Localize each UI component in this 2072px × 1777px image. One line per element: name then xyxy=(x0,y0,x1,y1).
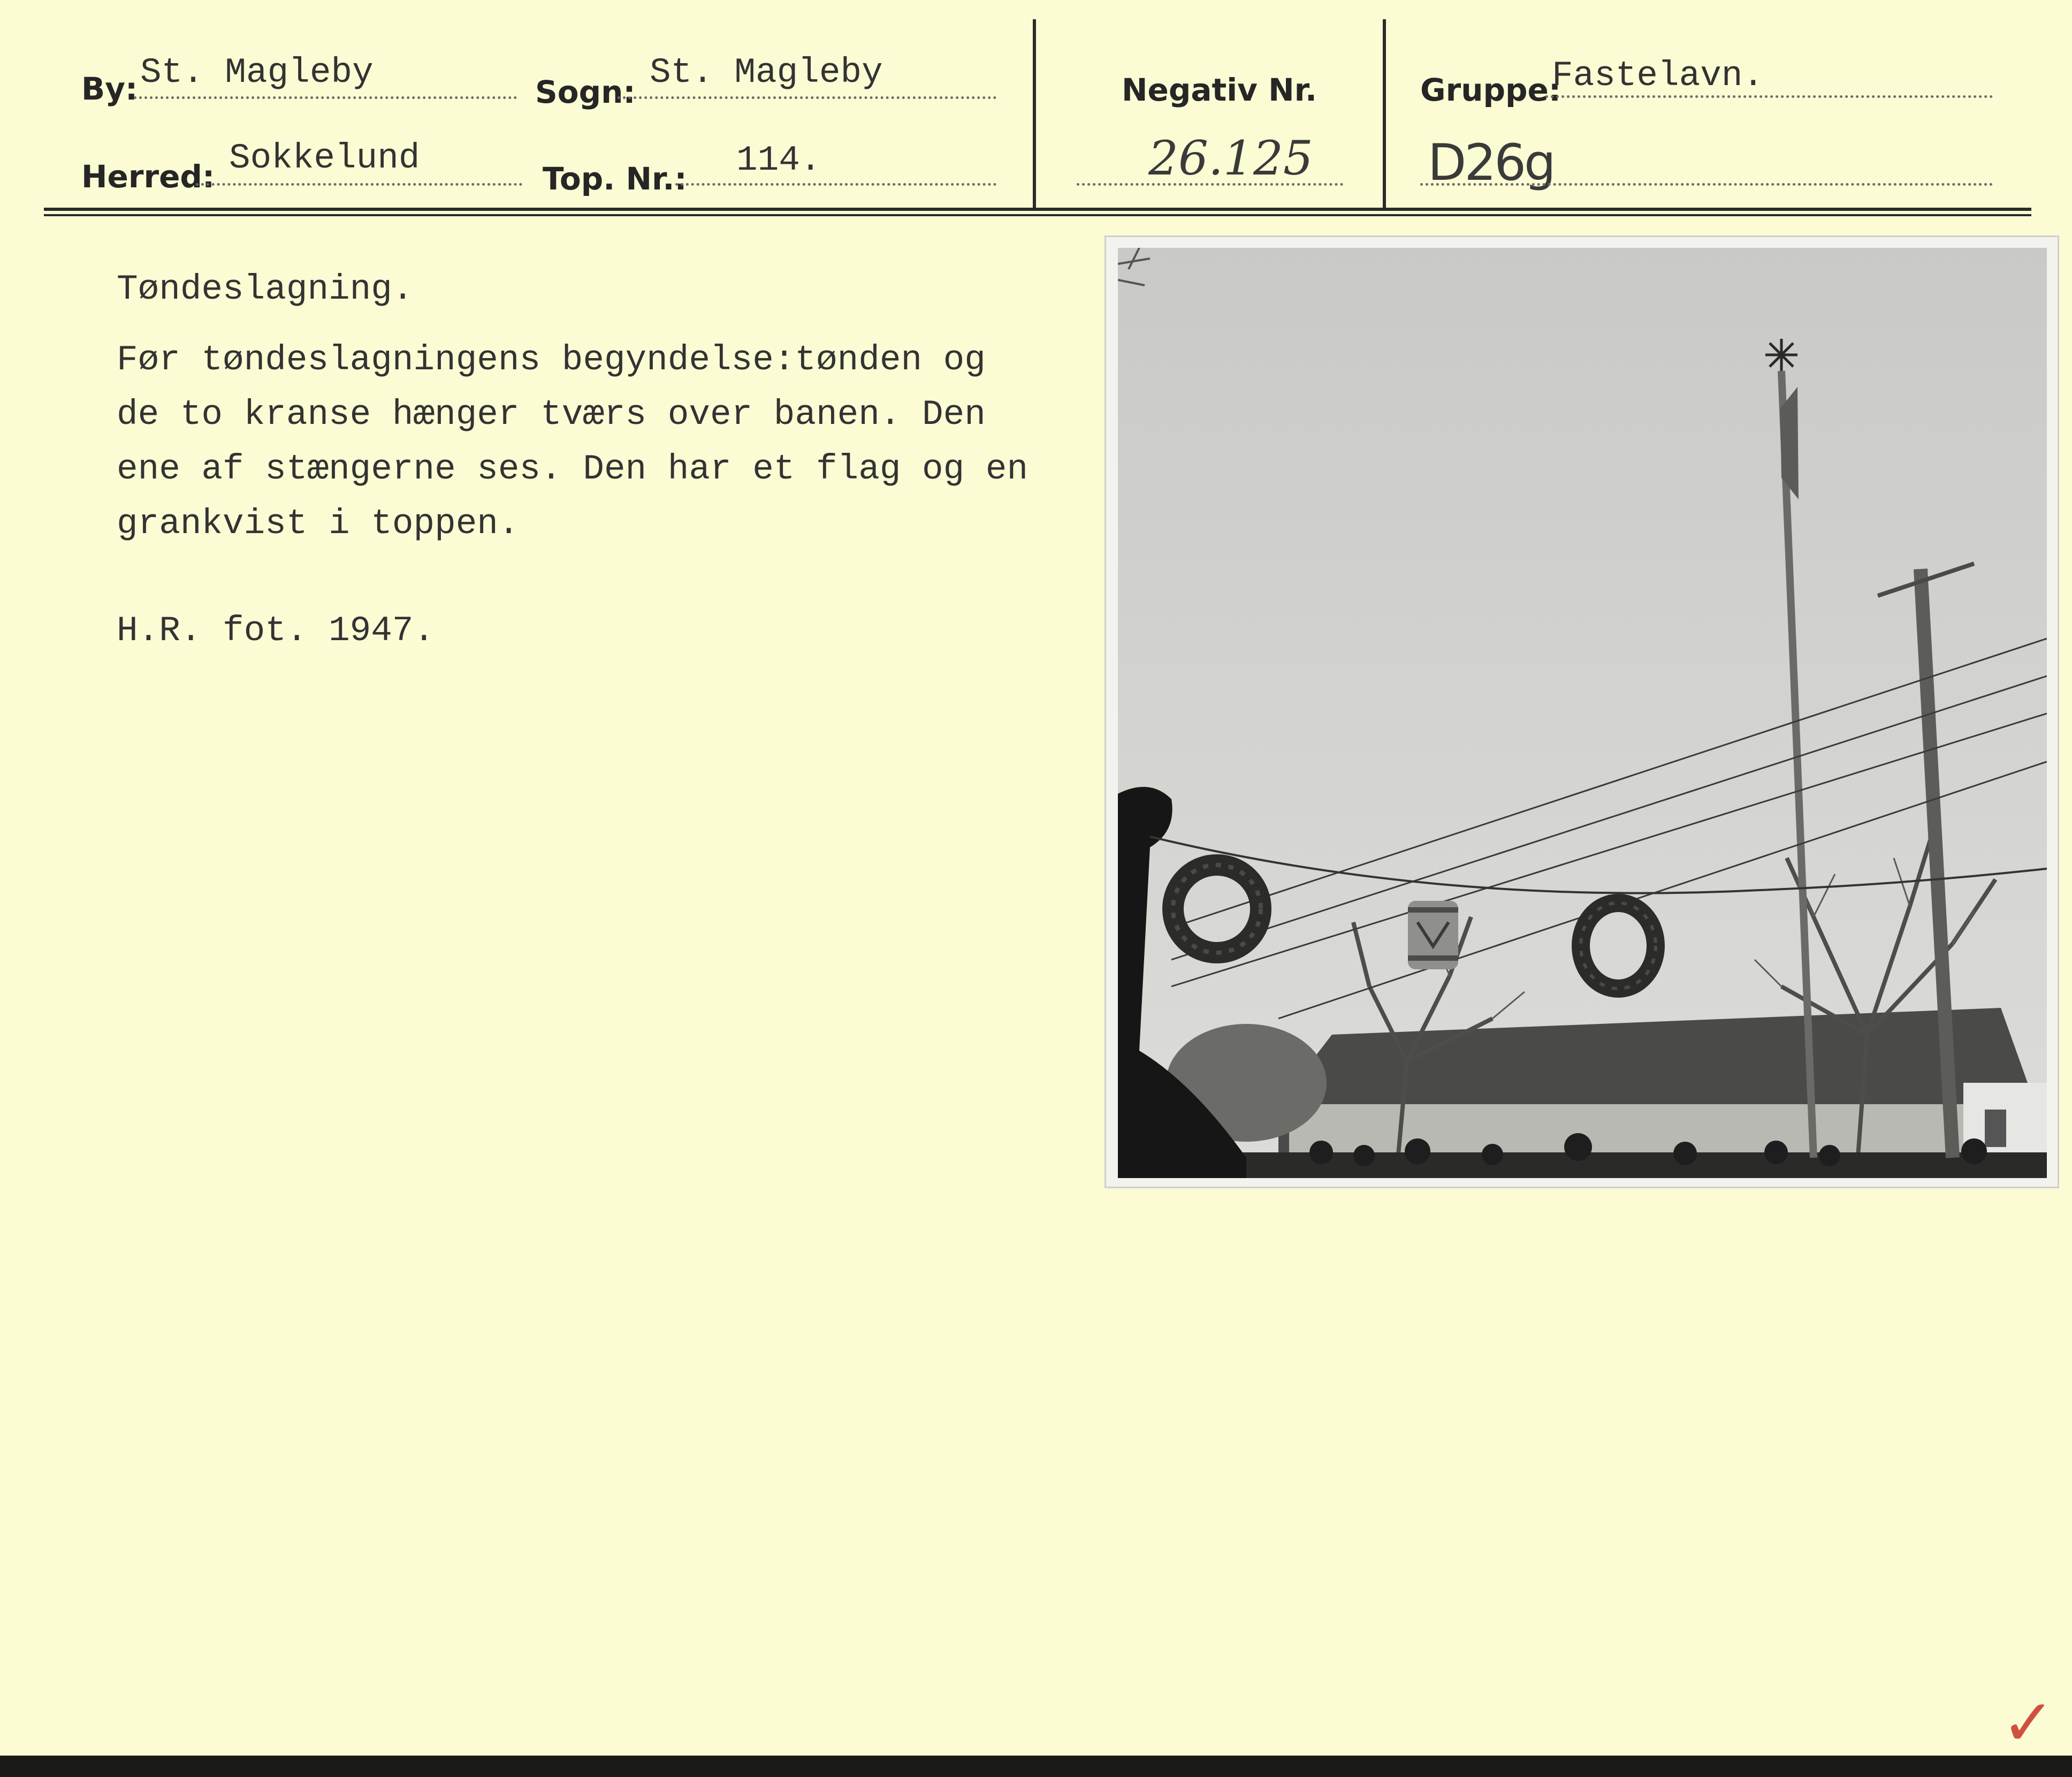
header-divider-1 xyxy=(1033,19,1036,210)
negativ-value: 26.125 xyxy=(1148,131,1313,186)
header-rule-bottom xyxy=(44,214,2031,216)
photo-credit: H.R. fot. 1947. xyxy=(117,611,435,651)
body-line-3: ene af stængerne ses. Den har et flag og en xyxy=(117,449,1029,489)
herred-label: Herred: xyxy=(81,158,215,195)
gruppe-value: Fastelavn. xyxy=(1552,56,1764,96)
photo-mount xyxy=(1104,236,2059,1188)
archival-photo-icon xyxy=(1118,248,2047,1178)
header-divider-2 xyxy=(1383,19,1386,210)
gruppe-label: Gruppe: xyxy=(1420,72,1561,108)
herred-value: Sokkelund xyxy=(229,138,420,178)
topnr-label: Top. Nr.: xyxy=(543,161,687,197)
sogn-label: Sogn: xyxy=(535,74,636,110)
herred-dotted-line xyxy=(196,183,522,186)
topnr-value: 114. xyxy=(736,140,821,180)
gruppe-code: D26g xyxy=(1428,134,1554,192)
header-rule-top xyxy=(44,208,2031,211)
negativ-label: Negativ Nr. xyxy=(1122,72,1317,108)
sogn-dotted-line xyxy=(618,96,996,99)
gruppe-code-dotted-line xyxy=(1420,183,1993,186)
body-title: Tøndeslagning. xyxy=(117,269,414,309)
by-label: By: xyxy=(81,71,138,107)
topnr-dotted-line xyxy=(675,183,996,186)
by-dotted-line xyxy=(134,96,517,99)
body-line-2: de to kranse hænger tværs over banen. Den xyxy=(117,394,986,435)
by-value: St. Magleby xyxy=(140,52,374,93)
body-line-1: Før tøndeslagningens begyndelse:tønden og xyxy=(117,340,986,380)
sogn-value: St. Magleby xyxy=(650,52,883,93)
body-line-4: grankvist i toppen. xyxy=(117,504,520,544)
negativ-dotted-line xyxy=(1077,183,1343,186)
check-mark-icon: ✓ xyxy=(2001,1686,2055,1760)
gruppe-dotted-line xyxy=(1545,95,1993,98)
